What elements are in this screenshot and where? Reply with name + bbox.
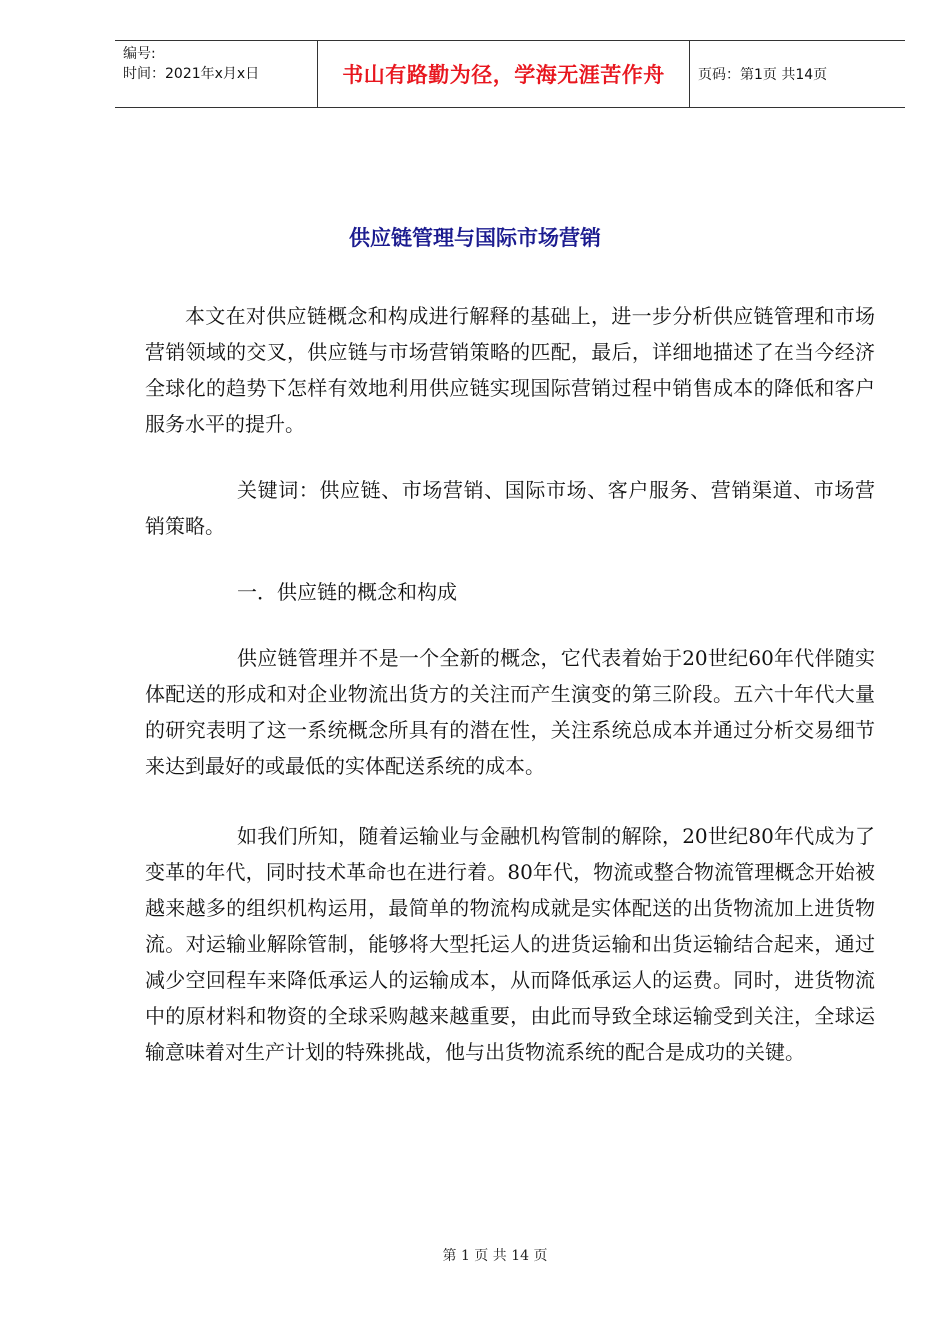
page-footer: 第 1 页 共 14 页 [442,1248,548,1264]
document-header-table [115,40,905,108]
body-paragraph-2: 如我们所知，随着运输业与金融机构管制的解除，20世纪80年代成为了变革的年代，同时技术革命也在进行着。80年代，物流或整合物流管理概念开始被越来越多的组织机构运用，最简单的物流构成就是实体配送的出货物流加上进货物流。对运输业解除管制，能够将大型托运人的进货运输和出货运输结合起来，通过减少空回程车来降低承运人的运输成本，从而降低承运人的运费。同时，进货物流中的原材料和物资的全球采购越来越重要，由此而导致全球运输受到关注，全球运输意味着对生产计划的特殊挑战，他与出货物流系统的配合是成功的关键。 [145,824,875,1064]
header-number-label: 编号: [123,46,156,62]
document-title: 供应链管理与国际市场营销 [349,226,601,250]
header-motto: 书山有路勤为径，学海无涯苦作舟 [317,41,690,107]
header-time-label: 时间：2021年x月x日 [123,66,260,82]
section-heading: 一．供应链的概念和构成 [237,580,457,604]
header-page-label: 页码：第1页 共14页 [698,67,828,83]
body-paragraph-1: 供应链管理并不是一个全新的概念，它代表着始于20世纪60年代伴随实体配送的形成和对企业物流出货方的关注而产生演变的第三阶段。五六十年代大量的研究表明了这一系统概念所具有的潜在性，关注系统总成本并通过分析交易细节来达到最好的或最低的实体配送系统的成本。 [145,646,875,778]
keywords-paragraph: 关键词：供应链、市场营销、国际市场、客户服务、营销渠道、市场营销策略。 [145,478,875,538]
document-body [145,298,875,1070]
abstract-paragraph: 本文在对供应链概念和构成进行解释的基础上，进一步分析供应链管理和市场营销领域的交叉，供应链与市场营销策略的匹配，最后，详细地描述了在当今经济全球化的趋势下怎样有效地利用供应链实现国际营销过程中销售成本的降低和客户服务水平的提升。 [145,304,875,436]
header-meta-cell [115,41,317,107]
